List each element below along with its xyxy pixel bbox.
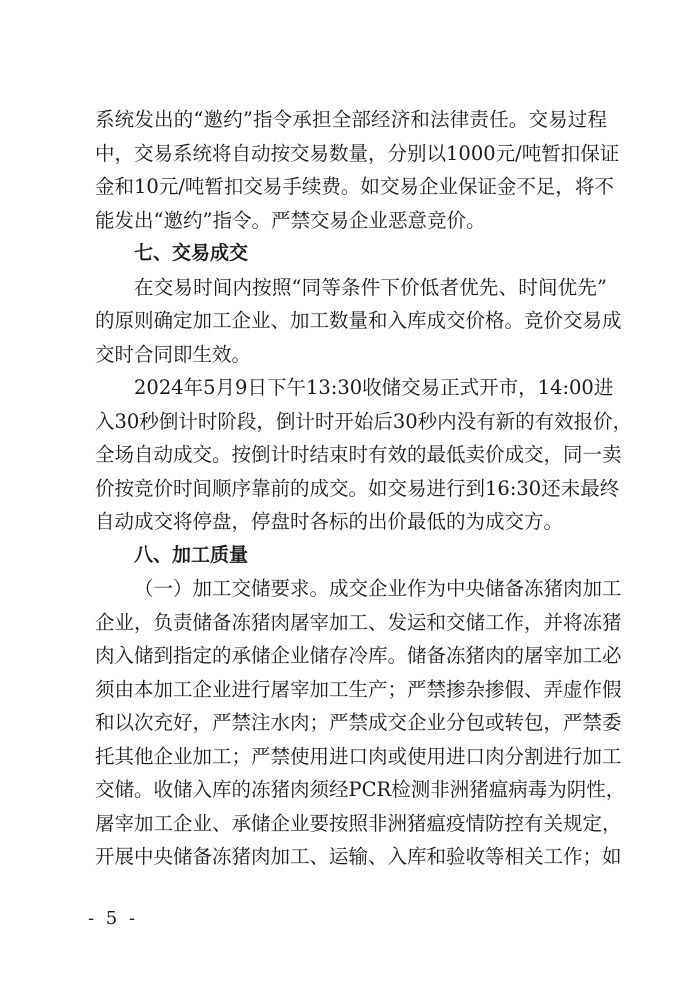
text-line: 和以次充好，严禁注水肉；严禁成交企业分包或转包，严禁委 [95,711,622,734]
text-line: 在交易时间内按照“同等条件下价低者优先、时间优先” [134,275,607,299]
text-line: 屠宰加工企业、承储企业要按照非洲猪瘟疫情防控有关规定， [95,811,622,835]
text-line: 2024年5月9日下午13:30收储交易正式开市，14:00进 [134,376,614,399]
section-heading-8: 八、加工质量 [134,543,249,566]
text-line: 开展中央储备冻猪肉加工、运输、入库和验收等相关工作；如 [95,845,622,868]
text-line: 托其他企业加工；严禁使用进口肉或使用进口肉分割进行加工 [95,744,622,768]
document-body [95,103,633,874]
text-line: 金和10元/吨暂扣交易手续费。如交易企业保证金不足，将不 [95,175,614,198]
page-number: - 5 - [88,908,139,929]
text-line: 自动成交将停盘，停盘时各标的出价最低的为成交方。 [95,510,564,533]
section-heading-7: 七、交易成交 [134,242,249,264]
text-line: 能发出“邀约”指令。严禁交易企业恶意竞价。 [95,208,486,232]
text-line: 企业，负责储备冻猪肉屠宰加工、发运和交储工作，并将冻猪 [95,610,622,634]
text-line: 肉入储到指定的承储企业储存冷库。储备冻猪肉的屠宰加工必 [95,644,622,667]
text-line: 价按竞价时间顺序靠前的成交。如交易进行到16:30还未最终 [95,476,620,500]
text-line: （一）加工交储要求。成交企业作为中央储备冻猪肉加工 [134,577,622,600]
text-line: 须由本加工企业进行屠宰加工生产；严禁掺杂掺假、弄虚作假 [95,677,622,701]
text-line: 全场自动成交。按倒计时结束时有效的最低卖价成交，同一卖 [95,443,622,466]
text-line: 的原则确定加工企业、加工数量和入库成交价格。竞价交易成 [95,309,622,332]
text-line: 交时合同即生效。 [95,342,252,366]
text-line: 交储。收储入库的冻猪肉须经PCR检测非洲猪瘟病毒为阴性， [95,778,626,801]
text-line: 中，交易系统将自动按交易数量，分别以1000元/吨暂扣保证 [95,141,620,165]
text-line: 入30秒倒计时阶段，倒计时开始后30秒内没有新的有效报价， [95,409,633,433]
text-line: 系统发出的“邀约”指令承担全部经济和法律责任。交易过程 [95,108,607,131]
